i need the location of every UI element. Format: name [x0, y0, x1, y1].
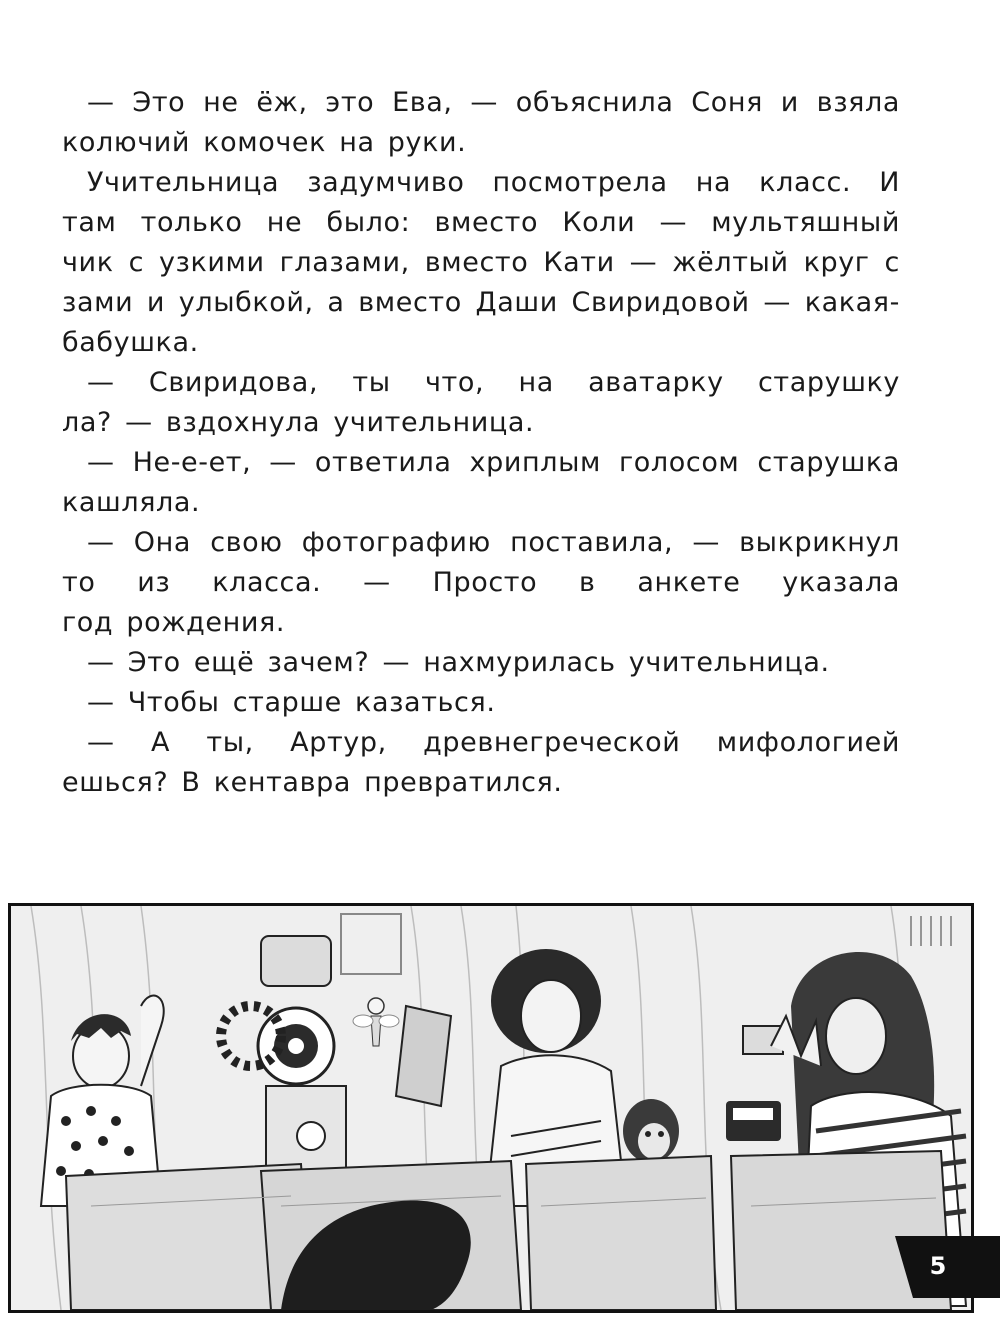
text-line: — Она свою фотографию поставила, — выкрикнул	[87, 527, 900, 558]
story-text	[62, 83, 900, 803]
text-line: — Это ещё зачем? — нахмурилась учительница.	[87, 647, 830, 678]
text-line: — Свиридова, ты что, на аватарку старушку	[87, 367, 900, 398]
desks	[66, 1151, 951, 1310]
text-line: колючий комочек на руки.	[62, 127, 467, 158]
text-line: чик с узкими глазами, вместо Кати — жёлтый круг с	[62, 247, 900, 278]
text-line: бабушка.	[62, 327, 199, 358]
text-line: — Это не ёж, это Ева, — объяснила Соня и взяла	[87, 87, 900, 118]
text-line: — А ты, Артур, древнегреческой мифологией	[87, 727, 900, 758]
text-line: ешься? В кентавра превратился.	[62, 767, 563, 798]
classroom-illustration	[8, 903, 974, 1313]
text-line: кашляла.	[62, 487, 201, 518]
text-line: там только не было: вместо Коли — мультяшный	[62, 207, 900, 238]
paragraph-6	[62, 643, 900, 683]
paragraph-1	[62, 83, 900, 163]
text-line: — Не-е-ет, — ответила хриплым голосом старушка	[87, 447, 900, 478]
text-line: — Чтобы старше казаться.	[87, 687, 496, 718]
text-line: ла? — вздохнула учительница.	[62, 407, 535, 438]
text-line: то из класса. — Просто в анкете указала	[62, 567, 900, 598]
paragraph-2	[62, 163, 900, 363]
text-line: зами и улыбкой, а вместо Даши Свиридовой — какая-	[62, 287, 900, 318]
paragraph-4	[62, 443, 900, 523]
paragraph-8	[62, 723, 900, 803]
text-line: Учительница задумчиво посмотрела на класс. И	[87, 167, 900, 198]
paragraph-7	[62, 683, 900, 723]
text-line: год рождения.	[62, 607, 286, 638]
paragraph-5	[62, 523, 900, 643]
page-number: 5	[929, 1252, 947, 1280]
hedgehog-figure	[623, 1099, 679, 1163]
paragraph-3	[62, 363, 900, 443]
